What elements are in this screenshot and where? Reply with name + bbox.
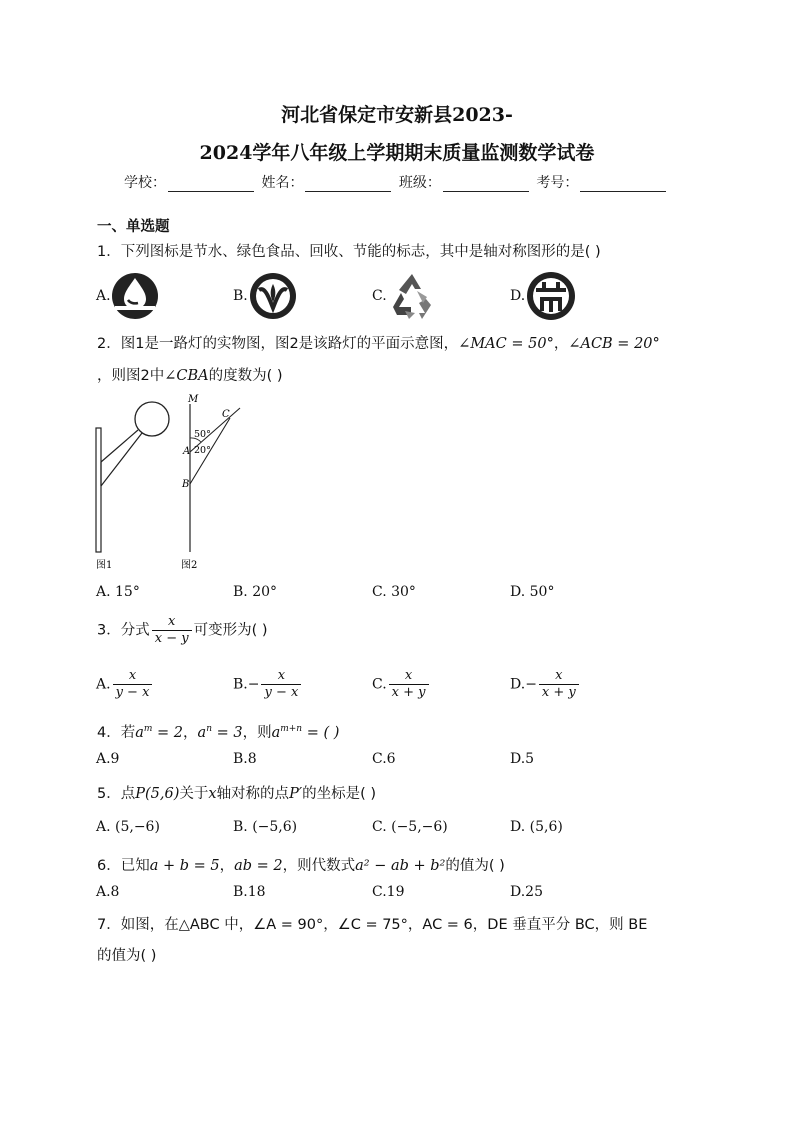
q6-sep: ， xyxy=(219,858,235,874)
water-drop-icon xyxy=(111,272,159,320)
q4-pre: 4．若 xyxy=(97,725,136,741)
q2-option-a: A. 15° xyxy=(96,584,140,600)
q4-option-a: A.9 xyxy=(96,751,120,767)
question-4-text xyxy=(97,721,339,742)
q3-fraction xyxy=(152,614,192,647)
q2-option-c: C. 30° xyxy=(372,584,416,600)
q6-mid: ，则代数式 xyxy=(282,858,356,874)
q6-option-d: D.25 xyxy=(510,884,543,900)
q3-c-frac xyxy=(389,668,429,701)
q3-fraction-den: x − y xyxy=(154,631,189,646)
q3-b-label: B. xyxy=(233,676,248,693)
field-name-label: 姓名： xyxy=(261,175,304,191)
q5-option-b: B. (−5,6) xyxy=(233,819,298,835)
q4-expr3 xyxy=(272,725,340,741)
q1-option-c-label: C. xyxy=(372,288,387,304)
title-line-2: 2024学年八年级上学期期末质量监测数学试卷 xyxy=(199,142,595,164)
q6-expr1: a + b = 5 xyxy=(149,858,220,874)
question-2-line-1 xyxy=(97,332,660,353)
q2-angle-mac: ∠MAC = 50° xyxy=(458,336,554,352)
q3-a-frac xyxy=(113,668,153,701)
fig2-point-c: C xyxy=(222,409,230,420)
q6-expr2: ab = 2 xyxy=(234,858,283,874)
question-5-text xyxy=(97,782,376,803)
q3-option-c xyxy=(372,668,431,701)
q4-option-b: B.8 xyxy=(233,751,257,767)
q1-option-b-label: B. xyxy=(233,288,248,304)
q3-b-den: y − x xyxy=(264,685,299,700)
q3-d-frac xyxy=(539,668,579,701)
q4-mid: ，则 xyxy=(242,725,272,741)
q5-point: P(5,6) xyxy=(135,786,180,802)
field-class-blank[interactable] xyxy=(443,177,529,192)
q3-post: 可变形为( ) xyxy=(193,622,268,639)
recycle-icon xyxy=(387,271,437,321)
q4-expr3-rhs: = ( ) xyxy=(302,725,340,741)
title-line-1: 河北省保定市安新县2023- xyxy=(281,104,513,126)
q5-post: 的坐标是( ) xyxy=(302,786,377,802)
question-2-line-2 xyxy=(97,364,283,385)
q3-option-a xyxy=(96,668,154,701)
q5-mid2: 轴对称的点 xyxy=(216,786,290,802)
fig1-lamp xyxy=(135,402,169,436)
q6-pre: 6．已知 xyxy=(97,858,150,874)
fig2-angle-50: 50° xyxy=(194,429,211,440)
section-title: 一、单选题 xyxy=(97,219,170,235)
q3-a-num: x xyxy=(113,668,153,685)
q1-option-a-label: A. xyxy=(96,288,111,304)
q2-sep: ， xyxy=(553,336,569,352)
q4-expr2-base: a xyxy=(197,725,207,741)
field-school-blank[interactable] xyxy=(168,177,254,192)
fig2-point-a: A xyxy=(183,446,191,457)
field-class-label: 班级： xyxy=(398,175,441,191)
student-info-row xyxy=(124,172,669,192)
q5-point2: P′ xyxy=(289,786,303,802)
fig2-point-b: B xyxy=(182,479,190,490)
q3-b-frac xyxy=(261,668,301,701)
q4-expr3-exp: m+n xyxy=(280,724,303,735)
q3-a-den: y − x xyxy=(115,685,150,700)
q3-b-num: x xyxy=(261,668,301,685)
q3-a-label: A. xyxy=(96,676,111,693)
field-school-label: 学校： xyxy=(124,175,166,191)
q3-d-sign: − xyxy=(525,676,537,693)
q5-option-a: A. (5,−6) xyxy=(96,819,160,835)
fig2-label: 图2 xyxy=(181,560,198,571)
energy-saving-icon xyxy=(526,271,576,321)
q4-option-d: D.5 xyxy=(510,751,535,767)
q3-option-b xyxy=(233,668,303,701)
fig1-pole xyxy=(96,428,101,552)
q3-option-d xyxy=(510,668,581,701)
q4-expr1-exp: m xyxy=(143,724,153,735)
q4-sep: ， xyxy=(183,725,198,741)
q3-d-den: x + y xyxy=(541,685,576,700)
q3-c-label: C. xyxy=(372,676,387,693)
q3-d-num: x xyxy=(539,668,579,685)
q3-fraction-num: x xyxy=(152,614,192,631)
field-id-label: 考号： xyxy=(536,175,579,191)
fig2-angle-20: 20° xyxy=(194,445,211,456)
q2-line1-text: 2．图1是一路灯的实物图，图2是该路灯的平面示意图， xyxy=(97,336,459,352)
q5-mid: 关于 xyxy=(179,786,209,802)
q2-angle-cba: ∠CBA xyxy=(164,368,209,384)
q4-expr1-rhs: = 2 xyxy=(152,725,184,741)
q3-c-den: x + y xyxy=(391,685,426,700)
q6-option-b: B.18 xyxy=(233,884,266,900)
q2-angle-acb: ∠ACB = 20° xyxy=(568,336,660,352)
fig1-label: 图1 xyxy=(96,560,113,571)
q2-figure xyxy=(90,390,260,575)
q6-expr3: a² − ab + b² xyxy=(355,858,446,874)
q4-expr2-exp: n xyxy=(206,724,212,735)
q4-expr3-base: a xyxy=(271,725,281,741)
question-7-line-1: 7．如图，在△ABC 中，∠A = 90°，∠C = 75°，AC = 6，DE 垂直平分 BC，则 BE xyxy=(97,917,648,933)
q1-option-d-label: D. xyxy=(510,288,526,304)
green-food-icon xyxy=(249,272,297,320)
q6-option-a: A.8 xyxy=(96,884,120,900)
question-1-text: 1．下列图标是节水、绿色食品、回收、节能的标志，其中是轴对称图形的是( ) xyxy=(97,244,601,260)
field-id-blank[interactable] xyxy=(580,177,666,192)
question-6-text xyxy=(97,854,505,875)
q2-line2-pre: ，则图2中 xyxy=(97,368,165,384)
q2-option-d: D. 50° xyxy=(510,584,555,600)
question-7-line-2: 的值为( ) xyxy=(97,948,157,964)
q4-option-c: C.6 xyxy=(372,751,396,767)
q4-expr1 xyxy=(135,725,183,741)
q5-option-d: D. (5,6) xyxy=(510,819,563,835)
q3-pre: 3．分式 xyxy=(97,622,150,639)
q3-d-label: D. xyxy=(510,676,526,693)
question-3-text xyxy=(97,614,268,647)
field-name-blank[interactable] xyxy=(305,177,391,192)
q3-c-num: x xyxy=(389,668,429,685)
q6-option-c: C.19 xyxy=(372,884,405,900)
q5-pre: 5．点 xyxy=(97,786,136,802)
q4-expr1-base: a xyxy=(135,725,144,741)
q5-axis: x xyxy=(208,786,217,802)
q2-option-b: B. 20° xyxy=(233,584,278,600)
q4-expr2-rhs: = 3 xyxy=(211,725,243,741)
fig2-point-m: M xyxy=(188,394,199,405)
q3-b-sign: − xyxy=(247,676,260,693)
q6-post: 的值为( ) xyxy=(445,858,505,874)
q4-expr2 xyxy=(198,725,243,741)
q5-option-c: C. (−5,−6) xyxy=(372,819,448,835)
q2-line2-post: 的度数为( ) xyxy=(208,368,283,384)
